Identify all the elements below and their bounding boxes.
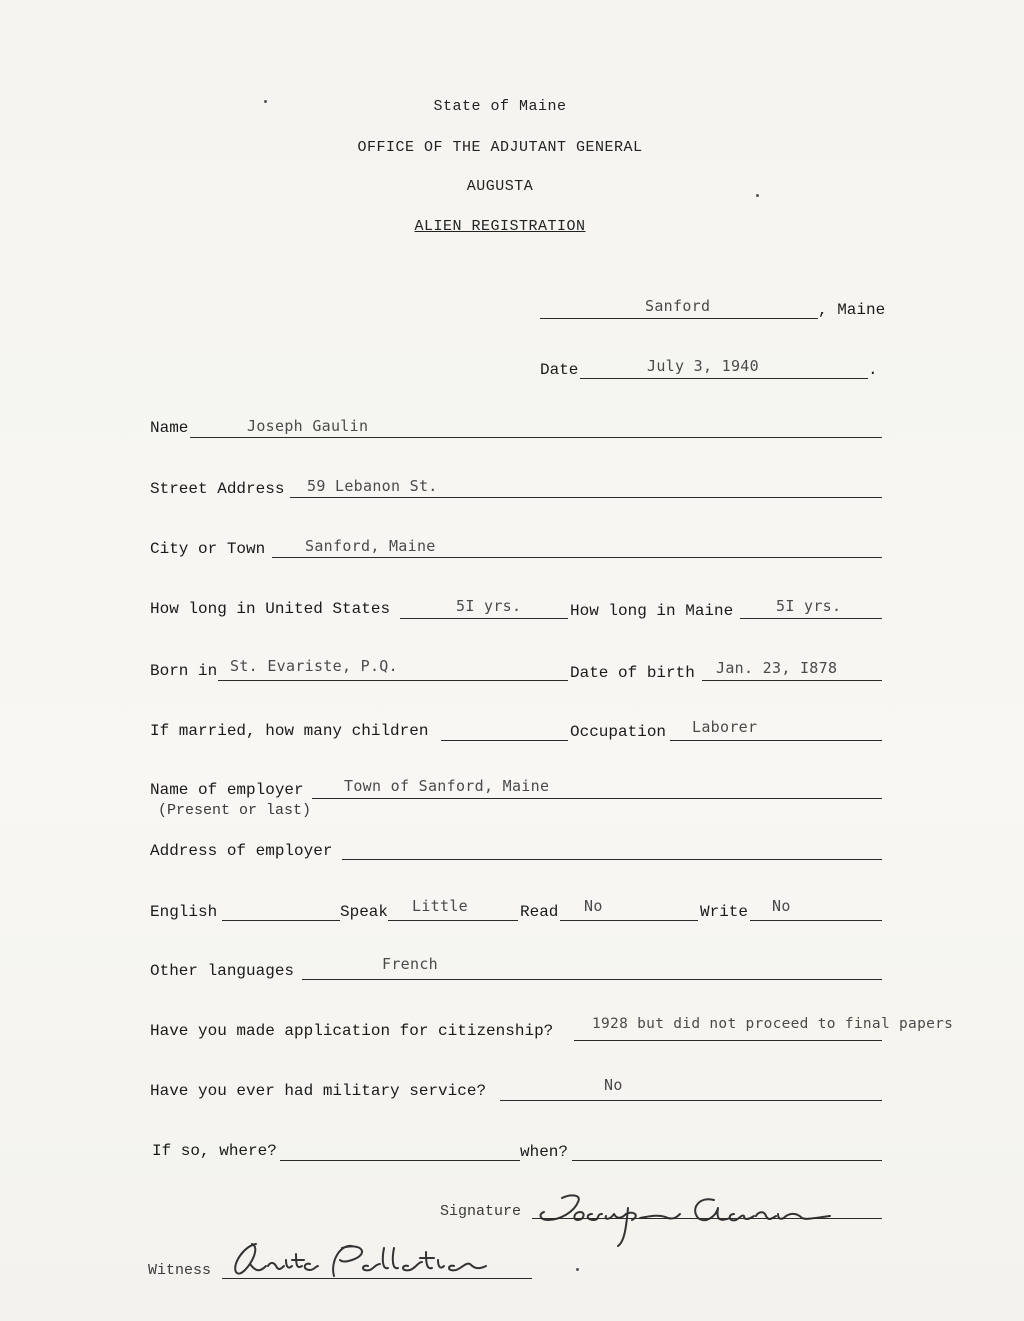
write-line: [750, 920, 882, 921]
where-label: If so, where?: [152, 1142, 277, 1160]
occupation-label: Occupation: [570, 723, 667, 741]
street-line: [290, 497, 882, 498]
name-value: Joseph Gaulin: [247, 417, 369, 435]
maine-years-label: How long in Maine: [570, 602, 734, 620]
dob-value: Jan. 23, I878: [716, 659, 838, 677]
english-label: English: [150, 903, 218, 921]
city-line: [272, 557, 882, 558]
write-value: No: [772, 897, 791, 915]
date-label: Date: [540, 361, 579, 379]
us-years-line: [400, 618, 568, 619]
place-line: [540, 318, 818, 319]
occupation-line: [670, 740, 882, 741]
paper-speck: [756, 194, 759, 197]
other-languages-label: Other languages: [150, 962, 295, 980]
write-label: Write: [700, 903, 749, 921]
witness-line: [222, 1278, 532, 1279]
street-label: Street Address: [150, 480, 285, 498]
paper-speck: [576, 1268, 579, 1271]
maine-years-value: 5I yrs.: [776, 597, 842, 615]
dob-line: [702, 680, 882, 681]
born-label: Born in: [150, 662, 218, 680]
employer-label: Name of employer: [150, 781, 304, 799]
english-line: [222, 920, 340, 921]
children-line: [441, 740, 568, 741]
born-value: St. Evariste, P.Q.: [230, 657, 398, 675]
employer-address-label: Address of employer: [150, 842, 333, 860]
where-line: [280, 1160, 520, 1161]
signature-label: Signature: [440, 1203, 522, 1220]
military-line: [500, 1100, 882, 1101]
signature-image: [530, 1190, 870, 1254]
read-label: Read: [520, 903, 559, 921]
employer-address-line: [342, 859, 882, 860]
other-languages-value: French: [382, 955, 438, 973]
citizenship-line: [574, 1040, 882, 1041]
citizenship-label: Have you made application for citizenship?: [150, 1022, 554, 1040]
witness-label: Witness: [148, 1262, 212, 1279]
place-value: Sanford: [645, 297, 711, 315]
city-value: Sanford, Maine: [305, 537, 436, 555]
us-years-label: How long in United States: [150, 600, 391, 618]
when-line: [572, 1160, 882, 1161]
paper-speck: [264, 100, 267, 103]
children-label: If married, how many children: [150, 722, 429, 740]
when-label: when?: [520, 1143, 569, 1161]
occupation-value: Laborer: [692, 718, 758, 736]
military-value: No: [604, 1076, 623, 1094]
form-title: ALIEN REGISTRATION: [414, 218, 586, 235]
speak-value: Little: [412, 897, 468, 915]
employer-value: Town of Sanford, Maine: [344, 777, 550, 795]
signature-line: [532, 1218, 882, 1219]
military-label: Have you ever had military service?: [150, 1082, 487, 1100]
other-languages-line: [302, 979, 882, 980]
name-line: [190, 437, 882, 438]
citizenship-value: 1928 but did not proceed to final papers: [592, 1016, 954, 1032]
city-label: City or Town: [150, 540, 266, 558]
date-line: [580, 378, 868, 379]
header-state: State of Maine: [433, 98, 567, 115]
header-city: AUGUSTA: [466, 178, 534, 195]
born-line: [218, 680, 568, 681]
speak-line: [388, 920, 518, 921]
name-label: Name: [150, 419, 189, 437]
header-office: OFFICE OF THE ADJUTANT GENERAL: [357, 139, 643, 156]
place-suffix: , Maine: [818, 301, 886, 319]
read-line: [560, 920, 698, 921]
street-value: 59 Lebanon St.: [307, 477, 438, 495]
maine-years-line: [740, 618, 882, 619]
dob-label: Date of birth: [570, 664, 695, 682]
employer-sublabel: (Present or last): [158, 802, 312, 819]
speak-label: Speak: [340, 903, 389, 921]
date-value: July 3, 1940: [647, 357, 759, 375]
date-end: .: [868, 361, 878, 379]
read-value: No: [584, 897, 603, 915]
employer-line: [312, 798, 882, 799]
us-years-value: 5I yrs.: [456, 597, 522, 615]
